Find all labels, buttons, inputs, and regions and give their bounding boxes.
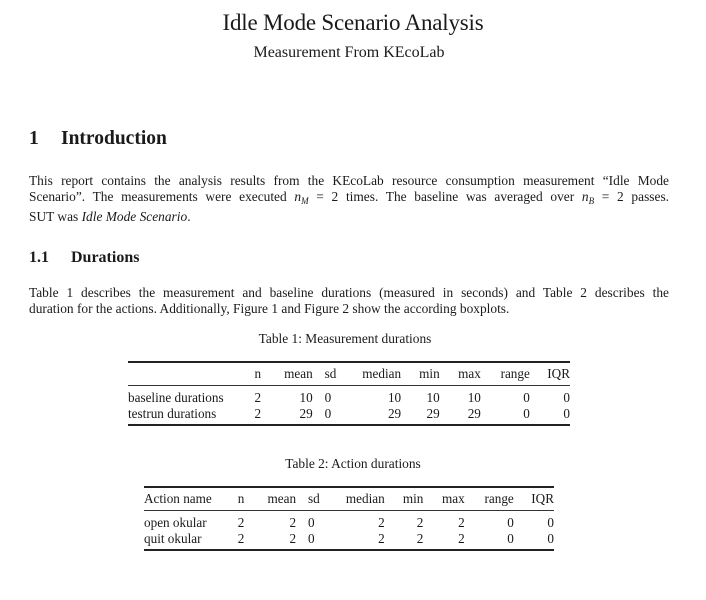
table-cell: 2 [416,515,424,530]
table-cell: 10 [387,390,402,405]
measurement-durations-table [128,361,570,426]
table-cell: 2 [330,531,390,550]
table-cell: 29 [347,406,407,425]
text-run: . [187,209,191,224]
table-cell: 0 [563,390,570,405]
table-cell: 2 [429,531,470,550]
table-row [144,531,554,550]
column-header: sd [302,487,330,511]
subsection-heading-durations [29,249,139,267]
text-run: SUT was [29,209,82,224]
paragraph-line [29,209,669,225]
column-header: min [391,487,430,511]
table-cell: quit okular [144,531,232,550]
sut-name: Idle Mode Scenario [81,209,188,224]
section-heading-introduction [29,128,167,150]
document-title: Idle Mode Scenario Analysis [222,10,484,35]
table-cell: 0 [471,531,520,550]
table-cell: 2 [254,390,262,405]
column-header: Action name [144,487,232,511]
table-cell: baseline durations [128,390,224,405]
action-durations-table [144,486,554,551]
paragraph-line: Table 1 describes the measurement and baseline durations (measured in seconds) and Table 2 describes the [29,285,669,300]
document-subtitle: Measurement From KEcoLab [253,44,445,61]
table-cell: 0 [487,406,536,425]
table-cell: 2 [391,531,430,550]
table-cell: 29 [407,406,446,425]
table-cell: 0 [536,406,570,425]
math-subscript: B [588,196,595,206]
column-header: median [347,362,407,386]
column-header: range [487,362,536,386]
table-cell: 0 [319,406,347,425]
table-cell: 2 [289,515,297,530]
table-cell: 0 [324,390,332,405]
table-cell: 29 [271,406,319,425]
table1-caption: Table 1: Measurement durations [258,331,432,346]
table-cell: 0 [547,515,554,530]
math-subscript: M [301,196,309,206]
table-cell: 2 [458,515,465,530]
subsection-title: Durations [71,249,140,266]
table-cell: 29 [446,406,487,425]
text-run: Scenario”. The measurements were executed [29,189,295,204]
text-run: = 2 passes. [594,189,669,204]
paragraph-line: This report contains the analysis results from the KEcoLab resource consumption measurement “Idle Mode [29,173,669,188]
table-cell: 2 [249,406,271,425]
table-cell: 2 [254,531,302,550]
column-header: min [407,362,446,386]
table-cell: 0 [520,531,554,550]
column-header: median [330,487,390,511]
table-cell: 10 [299,390,313,405]
section-number: 1 [29,128,39,149]
column-header: mean [271,362,319,386]
math-var-n: n [294,189,302,204]
table-cell: 2 [237,515,245,530]
table-cell: 2 [378,515,385,530]
table2-caption: Table 2: Action durations [285,456,421,471]
table-cell: 0 [507,515,514,530]
table-cell: testrun durations [128,406,249,425]
table-row [144,511,554,532]
table-cell: 0 [302,531,330,550]
section-title: Introduction [61,128,167,149]
math-var-n: n [581,189,589,204]
table-cell: open okular [144,515,207,530]
column-header: IQR [520,487,554,511]
table-header-row [128,362,570,386]
column-header: n [249,362,271,386]
table-cell: 10 [467,390,481,405]
column-header: mean [254,487,302,511]
text-run: = 2 times. The baseline was averaged over [308,189,582,204]
column-header: max [429,487,470,511]
table-cell: 10 [426,390,440,405]
table-cell: 0 [308,515,315,530]
column-header: range [471,487,520,511]
column-header: max [446,362,487,386]
column-header: IQR [536,362,570,386]
table-header-row [144,487,554,511]
introduction-paragraph [29,173,669,225]
paragraph-line [29,189,669,209]
table-row [128,406,570,425]
subsection-number: 1.1 [29,249,49,266]
table-cell: 0 [523,390,530,405]
table-row [128,386,570,407]
column-header: n [232,487,254,511]
durations-paragraph [29,285,669,317]
column-header [128,362,249,386]
column-header: sd [319,362,347,386]
table-cell: 2 [232,531,254,550]
paragraph-line: duration for the actions. Additionally, Figure 1 and Figure 2 show the according boxplots. [29,301,510,316]
